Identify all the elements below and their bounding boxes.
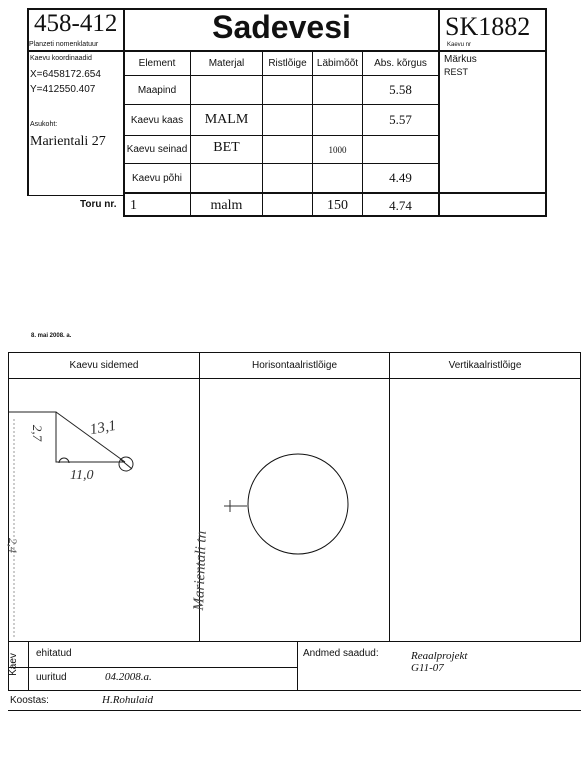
coord-y: Y=412550.407: [30, 84, 96, 95]
address-value: Marientali 27: [30, 134, 106, 149]
andmed-label: Andmed saadud:: [303, 648, 379, 659]
dim-label-24: 2,4: [6, 538, 20, 553]
row-diameter: [313, 164, 362, 192]
dim-label-110: 11,0: [70, 468, 94, 483]
row-diameter: [313, 105, 362, 135]
row-diameter: 1000: [328, 144, 347, 155]
col-header-diameter: Läbimõõt: [316, 57, 359, 69]
row-height: 5.57: [389, 112, 412, 127]
kaev-label: Kaev: [7, 653, 19, 676]
row-element: Kaevu põhi: [131, 172, 183, 184]
well-label: Kaevu nr: [447, 42, 472, 48]
row-element: Maapind: [137, 84, 177, 96]
uuritud-value: 04.2008.a.: [105, 671, 152, 683]
col-header-abs-height: Abs. kõrgus: [374, 57, 427, 69]
col-header-remark: Märkus: [444, 54, 477, 65]
andmed-value-1: Reaalprojekt: [411, 650, 468, 662]
col-title-vertical-section: Vertikaalristlõige: [448, 360, 522, 371]
pipe-height: 4.74: [389, 198, 412, 213]
dim-label-131: 13,1: [88, 417, 118, 439]
row-height: 5.58: [389, 82, 412, 97]
well-id: SK1882: [445, 12, 531, 41]
col-header-element: Element: [138, 57, 176, 69]
row-material: [191, 164, 262, 192]
row-material: BET: [213, 139, 240, 155]
col-header-material: Materjal: [208, 57, 245, 69]
koostas-label: Koostas:: [10, 695, 49, 706]
uuritud-label: uuritud: [36, 672, 67, 683]
coords-label: Kaevu koordinaadid: [30, 55, 92, 62]
col-header-cross-section: Ristlõige: [268, 57, 307, 69]
col-title-connections: Kaevu sidemed: [69, 360, 139, 371]
date-note: 8. mai 2008. a.: [31, 333, 72, 339]
pipe-label: Toru nr.: [80, 199, 117, 210]
connections-sketch: [9, 379, 199, 641]
pipe-material: malm: [210, 198, 243, 213]
row-material: [191, 76, 262, 104]
col-title-horizontal-section: Horisontaalristlõige: [251, 360, 338, 371]
row-material: MALM: [204, 112, 249, 127]
pipe-number: 1: [130, 198, 137, 213]
koostas-value: H.Rohulaid: [102, 694, 154, 706]
document-title: Sadevesi: [212, 9, 351, 45]
horizontal-section-drawing: [200, 379, 389, 641]
dim-label-27: 2,7: [30, 424, 46, 442]
row-element: Kaevu seinad: [126, 144, 188, 155]
address-label: Asukoht:: [30, 121, 58, 128]
row-height: 4.49: [389, 170, 412, 185]
planzet-label: Planzeti nomenklatuur: [29, 41, 99, 48]
street-label: Marientali tn: [191, 530, 210, 611]
planzet-number: 458-412: [34, 10, 118, 37]
row-diameter: [313, 76, 362, 104]
row-height: [363, 136, 438, 163]
ehitatud-label: ehitatud: [36, 648, 72, 659]
row-element: Kaevu kaas: [130, 114, 184, 126]
pipe-diameter: 150: [327, 198, 348, 213]
remark-value: REST: [444, 67, 469, 77]
coord-x: X=6458172.654: [30, 69, 101, 80]
andmed-value-2: G11-07: [411, 662, 444, 674]
